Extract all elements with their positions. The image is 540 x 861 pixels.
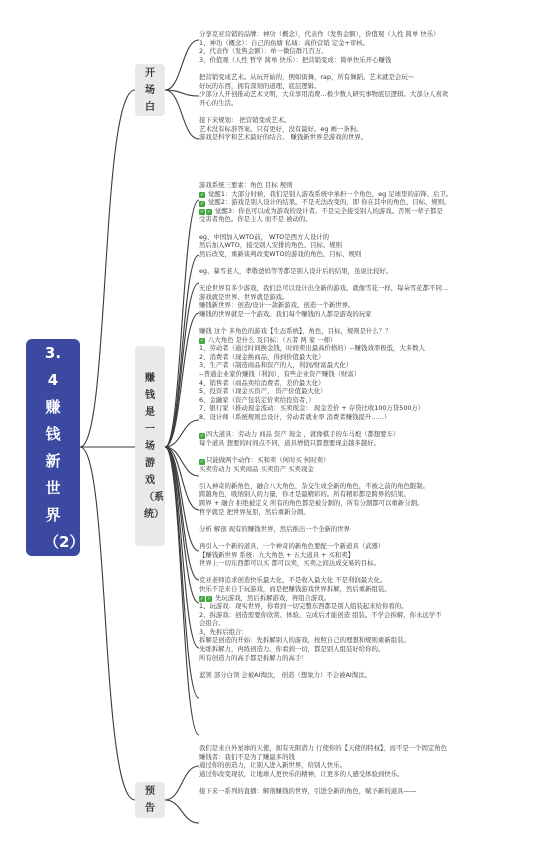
game-line: 赚钱 这个 多角色的游戏【生态系统】，角色，目标，规则是什么？？ bbox=[199, 327, 392, 336]
intro-line: 把营销变成艺术。从玩开始的，例如街舞，rap，所有舞蹈。艺术就是会玩～ bbox=[199, 72, 415, 81]
spacer bbox=[199, 447, 527, 456]
intro-line: 2、代表作（发售金额）：单一微信群几百万。 bbox=[199, 47, 328, 56]
game-line: 会组合。 bbox=[199, 619, 225, 628]
game-line: 受害者角色。你是主人 而不是 被动的、 bbox=[199, 215, 312, 224]
game-line: 世界上一切东西都可以买 都可以卖，买卖之间达成交易的目标。 bbox=[199, 559, 380, 568]
game-line: 然后改变，重新谈判改变WTO的游戏的角色、目标、规则 bbox=[199, 249, 362, 258]
game-line: 每个道具 想要的时间点不同，道具增值只都想要现金越多越好。 bbox=[199, 438, 380, 447]
branch-preview[interactable] bbox=[135, 782, 165, 818]
game-line: 7、银行家（推动现金流动：买卖现金： 现金差价 + 存贷比收100万贷500万） bbox=[199, 404, 425, 413]
spacer bbox=[199, 473, 527, 482]
game-line: ✓ 觉醒2：游戏是别人设计的结果。不是无法改变的，即 你在其中的角色、目标、规则。 bbox=[199, 198, 451, 207]
intro-line: 好玩的东西，拥有深刻的道理、底层逻辑。 bbox=[199, 81, 321, 90]
preview-line: 接下来一系列的直播：解剖赚钱的世界，引进全新的角色，赋予新的道具—— bbox=[199, 786, 417, 795]
game-line: 游戏就是世界、世界就是游戏。 bbox=[199, 292, 289, 301]
check-icon: ✓ bbox=[199, 200, 205, 207]
game-line: ✓ 八大角色 是什么 及目标：（五者 两 家 一师） bbox=[199, 335, 337, 345]
game-line: 4、销售者（商品卖给消费者，差价最大化） bbox=[199, 378, 325, 387]
check-icon: ✓ bbox=[199, 458, 205, 465]
game-line: 跨界 + 融合 拒绝被定义 所有的角色都是被分割的，所有分割都可以重新分割。 bbox=[199, 498, 424, 507]
spacer bbox=[199, 516, 527, 525]
spacer bbox=[199, 224, 527, 233]
game-line: --普通企业家价赚钱（利润），有些企业资产赚钱（财富） bbox=[199, 370, 361, 379]
game-line: 3、先拆后组合： bbox=[199, 627, 248, 636]
check-icon: ✓ bbox=[199, 596, 205, 602]
game-line: 然后加入WTO，接受别人安排的角色、目标、规则 bbox=[199, 241, 343, 250]
intro-line: 接下来规划： 把营销变成艺术。 bbox=[199, 115, 291, 124]
branch-money-game-label: 赚钱是一场游戏（系统） bbox=[144, 372, 164, 520]
check-icon: ✓ bbox=[199, 192, 205, 199]
game-line: 无论世界有多少游戏，我们总可以设计出全新的游戏。就像雪花一样，每朵雪花都不同… bbox=[199, 284, 449, 293]
spacer bbox=[199, 778, 527, 787]
root-title: 3.4赚钱新世界（2） bbox=[44, 343, 85, 551]
preview-text-block bbox=[199, 744, 527, 796]
game-line: 所有创造力的高手都是拆解力的高手！ bbox=[199, 653, 308, 662]
game-line: ✓ 只能做两个动作：买和卖（何时买 何时卖） bbox=[199, 456, 330, 465]
spacer bbox=[199, 258, 527, 267]
check-icon: ✓ bbox=[206, 209, 212, 216]
game-line: 跨越角色，吸纳别人的力量，你才是最精彩的。所有精彩都是跨界的结果。 bbox=[199, 490, 410, 499]
intro-text-block bbox=[199, 30, 527, 142]
game-line: ✓ 四大道具：劳动力 商品 资产 现金 ，就像棋手的车马炮（都想要车） bbox=[199, 430, 400, 439]
game-line: 1、玩游戏：现实世界，你看到一切完整东西都是别人组装起来给你看的。 bbox=[199, 602, 408, 611]
game-line: 买卖劳动力 买卖商品 买卖资产 买卖现金 bbox=[199, 464, 314, 473]
branch-preview-label: 预告 bbox=[145, 786, 155, 814]
game-line: 赚钱新世界：创造/设计一款新游戏、创造一个新世界。 bbox=[199, 301, 355, 310]
spacer bbox=[199, 319, 527, 328]
check-icon: ✓ bbox=[199, 209, 205, 216]
game-line: 哲学就是 把世界复原，然后重新分割。 bbox=[199, 507, 310, 516]
preview-line: 赚钱者：我们不是为了赚最多的钱 bbox=[199, 752, 295, 761]
intro-line: 艺术没有标准答案。只有更好，没有最好。eg 画一条狗。 bbox=[199, 124, 363, 133]
game-line: 拆解是创造的开始：先拆解别人的游戏，按照自己的理想和规则重新组装。 bbox=[199, 636, 410, 645]
game-line: 先练拆解力，再练创造力。你看到一切，都是别人组装好给你的。 bbox=[199, 645, 385, 654]
game-line: 3、生产者（制造商品和资产的人，利润/财富最大化） bbox=[199, 361, 353, 370]
spacer bbox=[199, 64, 527, 73]
game-line: 1、劳动者（通过时间换金钱，时间卖出最高价格的）--赚钱效率极低，大多数人 bbox=[199, 344, 425, 353]
game-line: 游戏系统三要素：角色 目标 规则 bbox=[199, 181, 293, 189]
spacer bbox=[199, 568, 527, 577]
intro-line: 分享克亚营销的品牌：神功（概念），代表作（发售金额），价值观（人性 简单 快乐） bbox=[199, 30, 440, 38]
intro-line: 游戏是科学和艺术最好的结合。 赚钱新世界是游戏的世界。 bbox=[199, 133, 368, 142]
game-text-block bbox=[199, 181, 527, 679]
game-line: 引入神奇的新角色，融合八大角色，杂交生成全新的角色，不被之前的角色限制。 bbox=[199, 481, 430, 490]
game-line: 2、拆游戏：创造需要你欣赏、体验、完成后才能创造 组装。不学会拆解，你永远学不 bbox=[199, 610, 442, 619]
game-line: 6、金融家（资产包装定价卖给投资者，） bbox=[199, 395, 315, 404]
intro-line: 3、价值观（人性 哲学 简单 快乐）：把营销变成：简单快乐开心赚钱 bbox=[199, 55, 392, 64]
game-line: 快乐不是来自于玩游戏，而是把赚钱游戏世界拆解，然后重新组装。 bbox=[199, 584, 391, 593]
intro-line: 1、神功（概念）：自己的鱼塘 私域：高价营销 定金+审核。 bbox=[199, 38, 370, 47]
game-line: 2、消费者（现金换商品，得到价值最大化） bbox=[199, 352, 325, 361]
game-line: ✓ ✓ 先玩游戏，然后拆解游戏，再组合游戏。 bbox=[199, 593, 331, 602]
spacer bbox=[199, 533, 527, 542]
game-line: 【赚钱新世界 系统：九大角色 + 五大道具 + 买和卖】 bbox=[199, 550, 355, 559]
branch-opening[interactable] bbox=[135, 64, 165, 116]
spacer bbox=[199, 662, 527, 671]
intro-line: 少部分人开创推动艺术文明，大众享用消费…极少数人研究事物底层逻辑。大部分人喜欢 bbox=[199, 90, 449, 99]
game-line: 8、设计师（系统规则总设计，劳动者就业率 消费者赚钱提升……） bbox=[199, 413, 391, 422]
connector-root-preview bbox=[80, 447, 135, 800]
intro-line: 开心的生活。 bbox=[199, 98, 238, 107]
connector-root-intro bbox=[80, 90, 135, 447]
check-icon: ✓ bbox=[199, 432, 205, 439]
root-node[interactable] bbox=[26, 339, 85, 556]
preview-line: 通过你改变现状，让地球人更快乐的精神，让更多的人感受体验到快乐。 bbox=[199, 769, 404, 778]
check-icon: ✓ bbox=[199, 338, 205, 345]
check-icon: ✓ bbox=[206, 596, 212, 602]
game-line: eg、暴雪老人，孝敬爸妈等等都是别人设计后的结果，虽说比较好。 bbox=[199, 266, 393, 275]
game-line: 蓝领 部分白领 会被AI淘汰， 创造（想象力）不会被AI淘汰。 bbox=[199, 670, 371, 679]
branch-money-game[interactable] bbox=[135, 346, 165, 546]
branch-opening-label: 开场白 bbox=[145, 67, 155, 113]
game-line: 再引入一个新的道具，一个神奇的新角色要配一个新道具（武器） bbox=[199, 541, 385, 550]
game-line: 分析 解剖 现有的赚钱世界，然后推出一个全新的世界 bbox=[199, 524, 351, 533]
game-line: 5、投资者（现金买资产， 资产价值最大化） bbox=[199, 387, 327, 396]
preview-line: 通过你的创造力，让别人进入新世界，给别人快乐。 bbox=[199, 761, 346, 770]
game-line: 赚钱的世界就是一个游戏。我们每个赚钱的人都是游戏的玩家 bbox=[199, 309, 372, 318]
game-line: ✓ 觉醒1：大部分时候，我们是别人游戏系统中承担一个角色，eg 足球里的前锋、后卫。 bbox=[199, 189, 453, 199]
game-line: ✓ ✓ 觉醒3：你也可以成为游戏的设计者。不是完全接受别人的游戏。否则一辈子都是 bbox=[199, 206, 443, 216]
game-line: 克亚老师追求创造快乐最大化，不是收入最大化 不是利润最大化。 bbox=[199, 576, 387, 585]
spacer bbox=[199, 107, 527, 116]
spacer bbox=[199, 276, 527, 285]
spacer bbox=[199, 422, 527, 431]
game-line: eg、中国加入WTO前， WTO是西方人设计的 bbox=[199, 232, 329, 241]
preview-line: 我们是来自外星球的天使，拥有无限潜力 行使你的【天使的特权】，而不是一个固定角色 bbox=[199, 744, 448, 752]
